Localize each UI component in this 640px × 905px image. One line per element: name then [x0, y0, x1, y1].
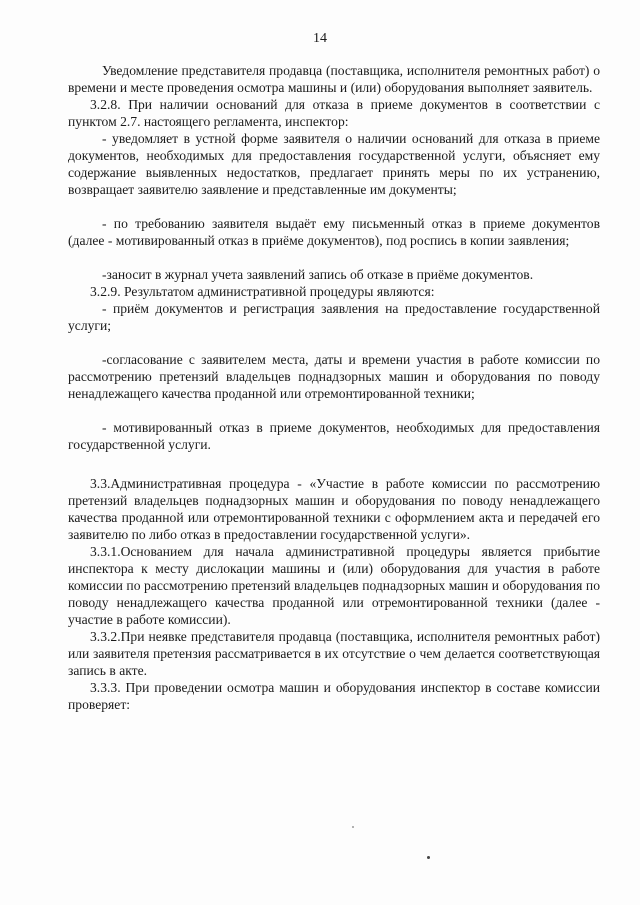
paragraph-3-2-8: 3.2.8. При наличии оснований для отказа в приеме документов в соответствии с пунктом 2.7. настоящего регламента, инспектор:: [68, 97, 600, 129]
paragraph-3-2-9: 3.2.9. Результатом административной процедуры являются:: [90, 284, 435, 299]
list-item-journal-entry: -заносит в журнал учета заявлений запись об отказе в приёме документов.: [102, 267, 534, 282]
list-item-motivated-refusal: - мотивированный отказ в приеме документов, необходимых для предоставления государственной услуги.: [68, 420, 600, 452]
paragraph-3-3: 3.3.Административная процедура - «Участие в работе комиссии по рассмотрению претензий владельцев поднадзорных машин и оборудования по поводу ненадлежащего качества проданной или отремонтированной техники с оформлением акта и передачей его заявителю по либо отказ в предоставлении государственной услуги».: [68, 476, 600, 542]
list-item-acceptance: - приём документов и регистрация заявления на предоставление государственной услуги;: [68, 301, 600, 333]
paragraph-3-3-2: 3.3.2.При неявке представителя продавца (поставщика, исполнителя ремонтных работ) или заявителя претензия рассматривается в их отсутствие о чем делается соответствующая запись в акте.: [68, 629, 600, 678]
document-body: [68, 62, 600, 713]
list-item-notify-refusal: - уведомляет в устной форме заявителя о наличии оснований для отказа в приеме документов, необходимых для предоставления государственной услуги, объясняет ему содержание выявленных недостатков, предлагает принять меры по их устранению, возвращает заявителю заявление и представленные им документы;: [68, 131, 600, 197]
page-number: 14: [313, 31, 327, 46]
scan-speck: [352, 826, 354, 828]
scan-speck: [427, 856, 430, 859]
list-item-written-refusal: - по требованию заявителя выдаёт ему письменный отказ в приеме документов (далее - мотивированный отказ в приёме документов), под роспись в копии заявления;: [68, 216, 600, 248]
paragraph-notification: Уведомление представителя продавца (поставщика, исполнителя ремонтных работ) о времени и месте проведения осмотра машины и (или) оборудования выполняет заявитель.: [68, 63, 600, 95]
paragraph-3-3-3: 3.3.3. При проведении осмотра машин и оборудования инспектор в составе комиссии проверяет:: [68, 680, 600, 712]
list-item-agreement: -согласование с заявителем места, даты и времени участия в работе комиссии по рассмотрению претензий владельцев поднадзорных машин и оборудования по поводу ненадлежащего качества проданной или отремонтированной техники;: [68, 352, 600, 401]
paragraph-3-3-1: 3.3.1.Основанием для начала административной процедуры является прибытие инспектора к месту дислокации машины и (или) оборудования для участия в работе комиссии по рассмотрению претензий владельцев поднадзорных машин и оборудования по поводу ненадлежащего качества проданной или отремонтированной техники (далее - участие в работе комиссии).: [68, 544, 600, 627]
